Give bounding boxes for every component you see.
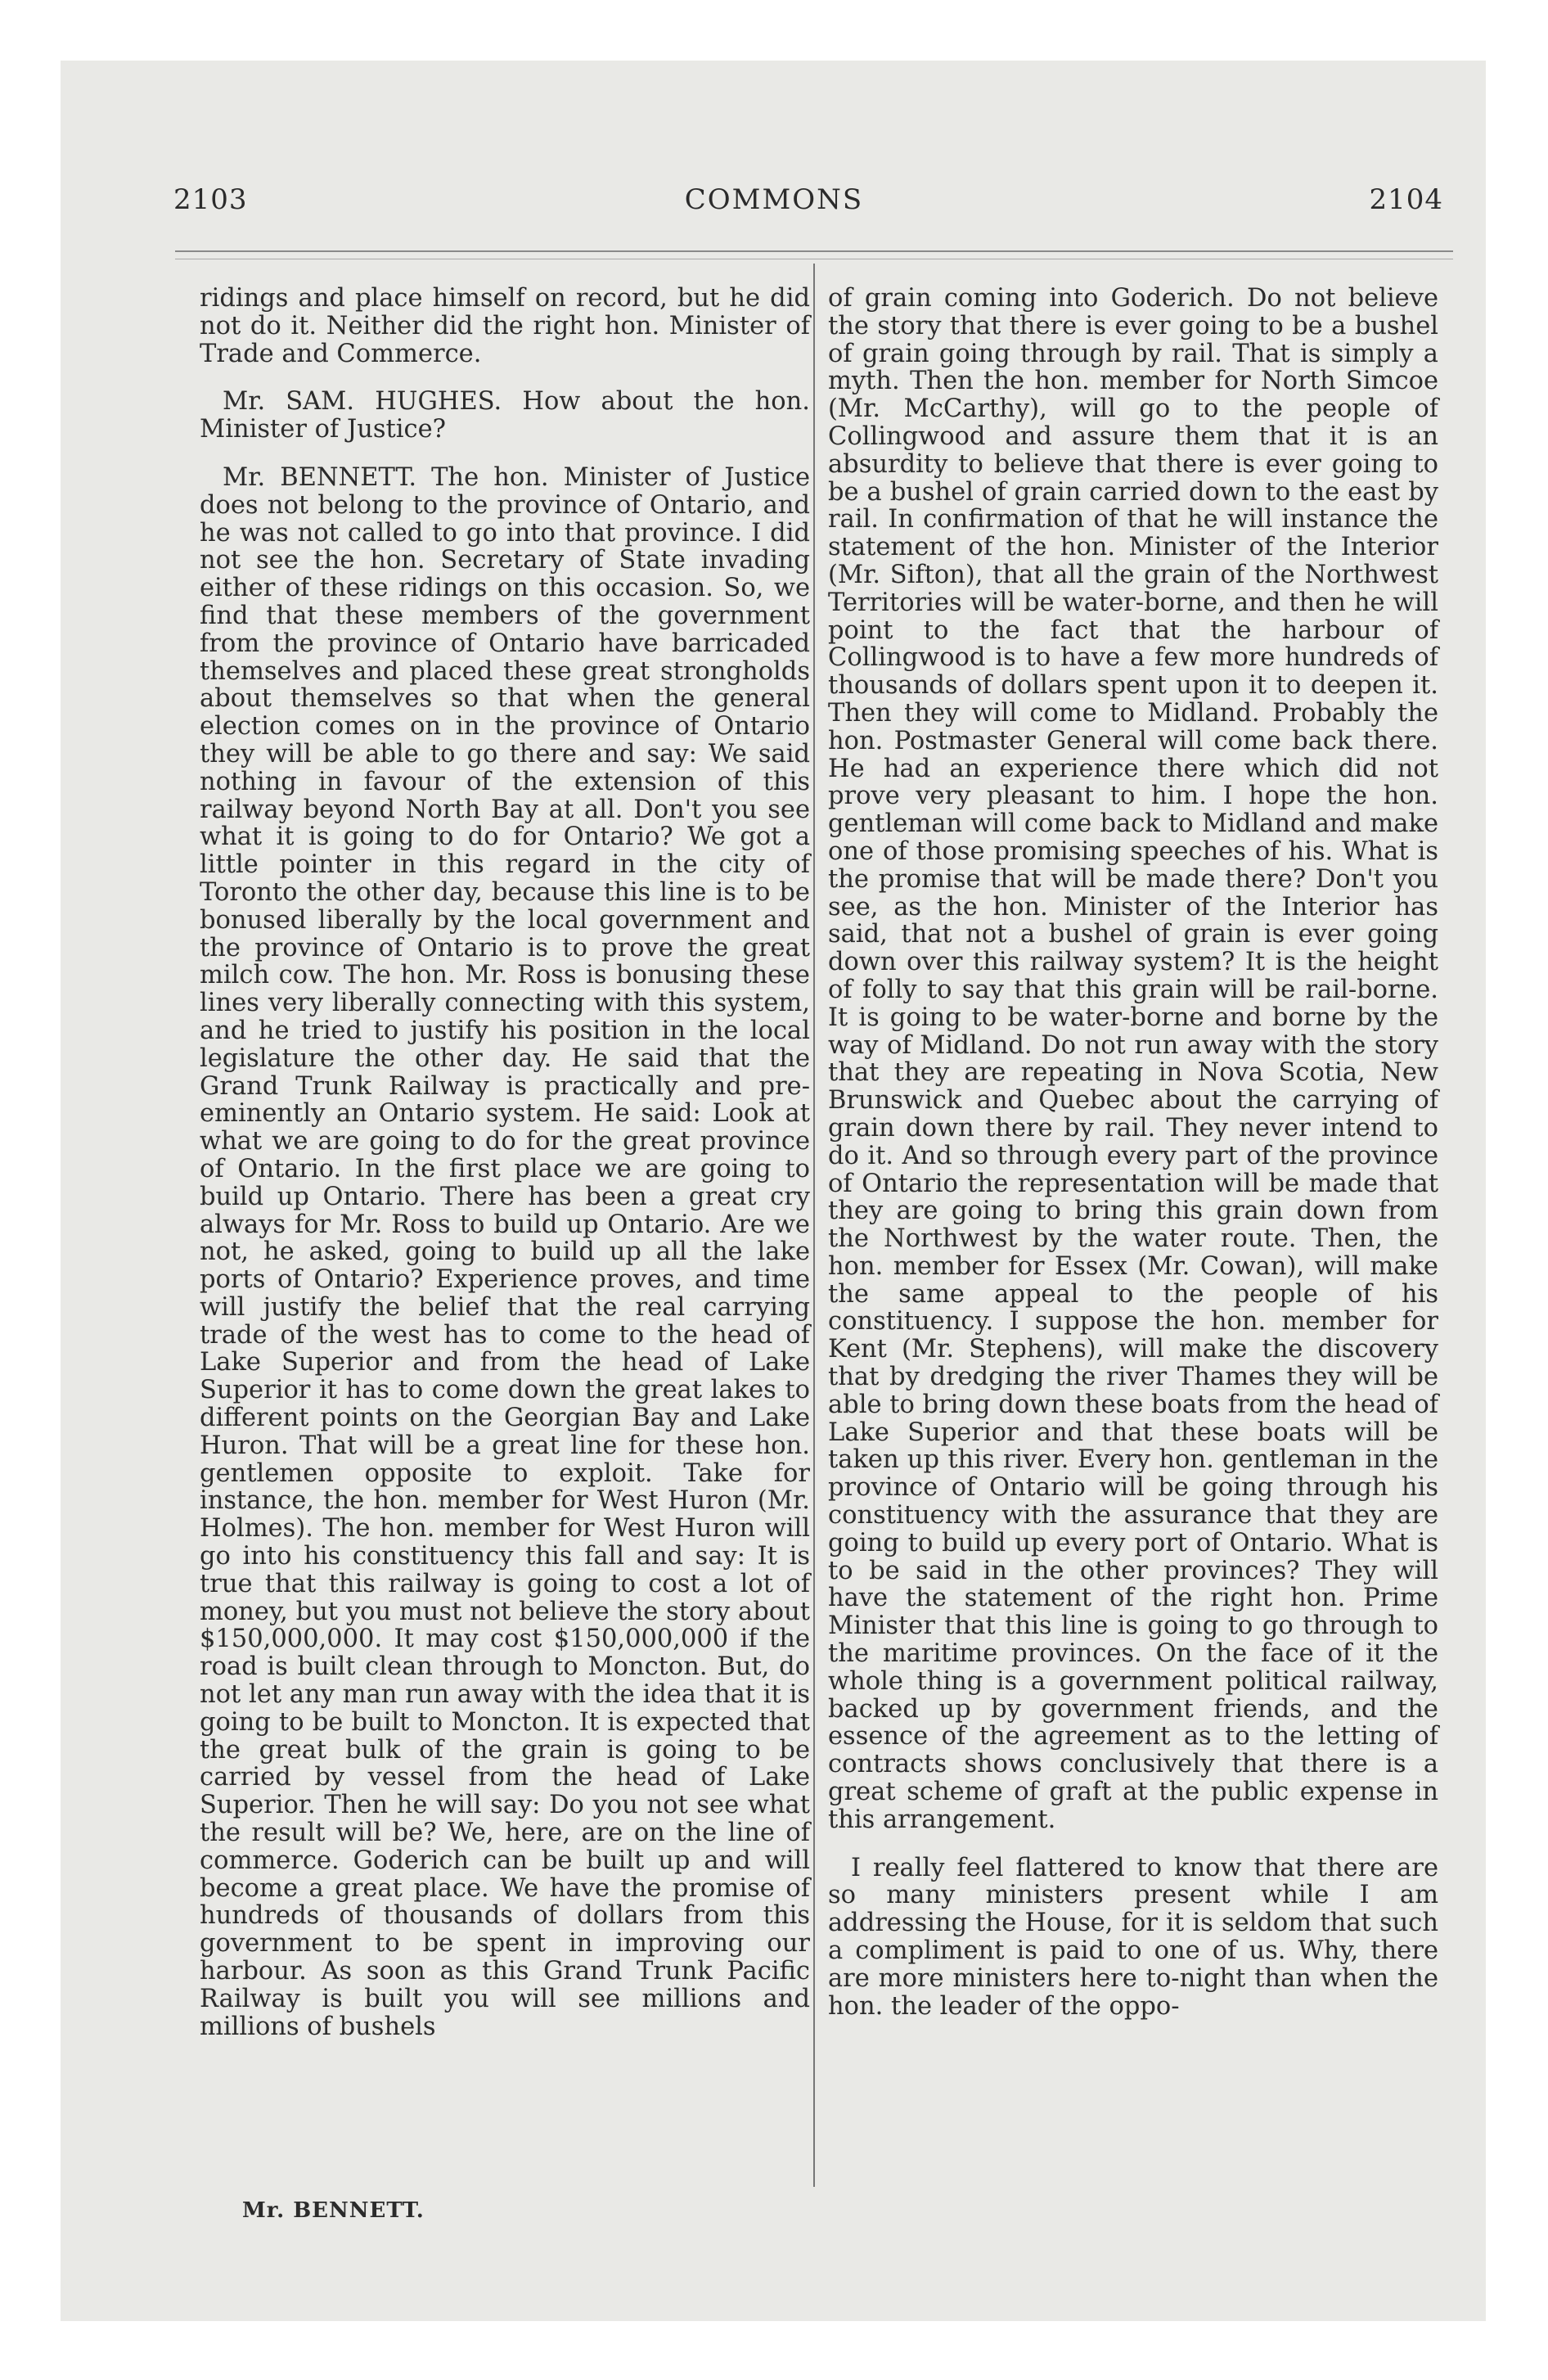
running-title: COMMONS <box>684 183 864 216</box>
header-rule <box>175 250 1453 252</box>
paragraph: Mr. BENNETT. The hon. Minister of Justice does not belong to the province of Ontario, and he was not called to go into that province. I did not see the hon. Secretary of State invading either of these ridings on this occasion. So, we find that these members of the government from the province of Ontario have barricaded themselves and placed these great strongholds about themselves so that when the general election comes on in the province of Ontario they will be able to go there and say: We said nothing in favour of the extension of this railway beyond North Bay at all. Don't you see what it is going to do for Ontario? We got a little pointer in this regard in the city of Toronto the other day, because this line is to be bonused liberally by the local government and the province of Ontario is to prove the great milch cow. The hon. Mr. Ross is bonusing these lines very liberally connecting with this system, and he tried to justify his position in the local legislature the other day. He said that the Grand Trunk Railway is practically and pre-eminently an Ontario system. He said: Look at what we are going to do for the great province of Ontario. In the first place we are going to build up Ontario. There has been a great cry always for Mr. Ross to build up Ontario. Are we not, he asked, going to build up all the lake ports of Ontario? Experience proves, and time will justify the belief that the real carrying trade of the west has to come to the head of Lake Superior and from the head of Lake Superior it has to come down the great lakes to different points on the Georgian Bay and Lake Huron. That will be a great line for these hon. gentlemen opposite to exploit. Take for instance, the hon. member for West Huron (Mr. Holmes). The hon. member for West Huron will go into his constituency this fall and say: It is true that this railway is going to cost a lot of money, but you must not believe the story about $150,000,000. It may cost $150,000,000 if the road is built clean through to Moncton. But, do not let any man run away with the idea that it is going to be built to Moncton. It is expected that the great bulk of the grain is going to be carried by vessel from the head of Lake Superior. Then he will say: Do you not see what the result will be? We, here, are on the line of commerce. Goderich can be built up and will become a great place. We have the promise of hundreds of thousands of dollars from this government to be spent in improving our harbour. As soon as this Grand Trunk Pacific Railway is built you will see millions and millions of bushels <box>200 462 810 2041</box>
left-column <box>200 285 810 2061</box>
page-number-left: 2103 <box>173 183 248 216</box>
paragraph: I really feel flattered to know that there are so many ministers present while I am addressing the House, for it is seldom that such a compliment is paid to one of us. Why, there are more ministers here to-night than when the hon. the leader of the oppo- <box>828 1853 1438 2021</box>
speaker-footer: Mr. BENNETT. <box>242 2198 425 2223</box>
paragraph: of grain coming into Goderich. Do not believe the story that there is ever going to be a bushel of grain going through by rail. That is simply a myth. Then the hon. member for North Simcoe (Mr. McCarthy), will go to the people of Collingwood and assure them that it is an absurdity to believe that there is ever going to be a bushel of grain carried down to the east by rail. In confirmation of that he will instance the statement of the hon. Minister of the Interior (Mr. Sifton), that all the grain of the Northwest Territories will be water-borne, and then he will point to the fact that the harbour of Collingwood is to have a few more hundreds of thousands of dollars spent upon it to deepen it. Then they will come to Midland. Probably the hon. Postmaster General will come back there. He had an experience there which did not prove very pleasant to him. I hope the hon. gentleman will come back to Midland and make one of those promising speeches of his. What is the promise that will be made there? Don't you see, as the hon. Minister of the Interior has said, that not a bushel of grain is ever going down over this railway system? It is the height of folly to say that this grain will be rail-borne. It is going to be water-borne and borne by the way of Midland. Do not run away with the story that they are repeating in Nova Scotia, New Brunswick and Quebec about the carrying of grain down there by rail. They never intend to do it. And so through every part of the province of Ontario the representation will be made that they are going to bring this grain down from the Northwest by the water route. Then, the hon. member for Essex (Mr. Cowan), will make the same appeal to the people of his constituency. I suppose the hon. member for Kent (Mr. Stephens), will make the discovery that by dredging the river Thames they will be able to bring down these boats from the head of Lake Superior and that these boats will be taken up this river. Every hon. gentleman in the province of Ontario will be going through his constituency with the assurance that they are going to build up every port of Ontario. What is to be said in the other provinces? They will have the statement of the right hon. Prime Minister that this line is going to go through to the maritime provinces. On the face of it the whole thing is a government political railway, backed up by government friends, and the essence of the agreement as to the letting of contracts shows conclusively that there is a great scheme of graft at the public expense in this arrangement. <box>828 284 1438 1834</box>
paragraph: Mr. SAM. HUGHES. How about the hon. Minister of Justice? <box>200 387 810 444</box>
page-header <box>0 183 1548 224</box>
column-divider <box>813 264 815 2187</box>
page-number-right: 2104 <box>1369 183 1443 216</box>
right-column <box>828 285 1438 2040</box>
paragraph: ridings and place himself on record, but he did not do it. Neither did the right hon. Minister of Trade and Commerce. <box>200 284 810 368</box>
